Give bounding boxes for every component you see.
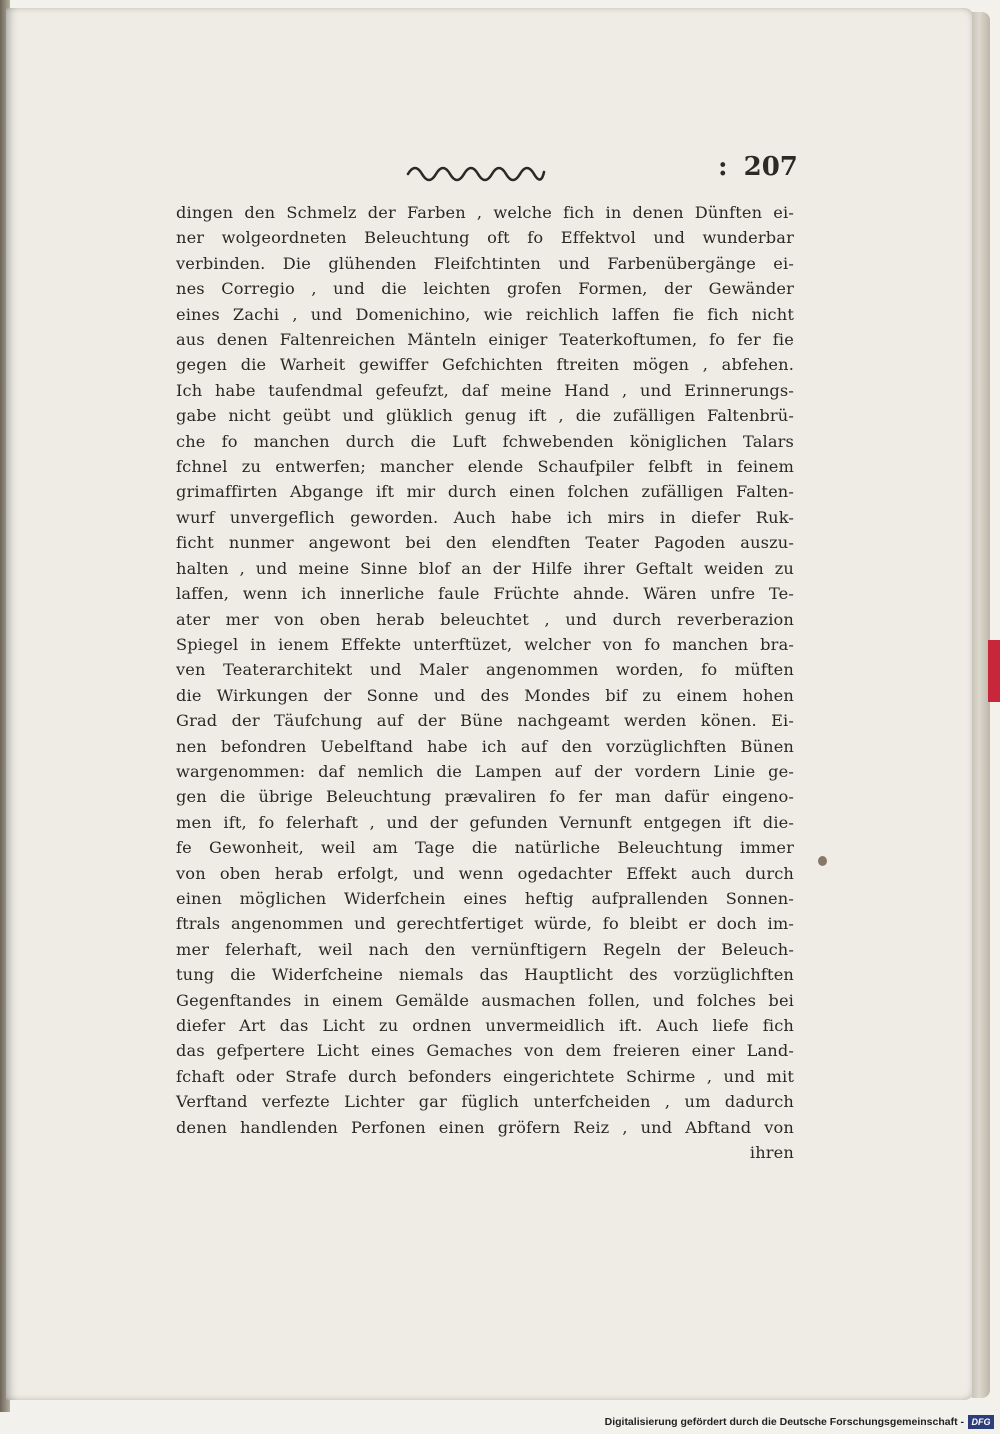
text-line: denen handlenden Perfonen einen gröfern Reiz , und Abftand von: [176, 1117, 794, 1137]
text-line: nen befondren Uebelftand habe ich auf den vorzüglichften Bünen: [176, 736, 794, 756]
running-header: [400, 152, 798, 188]
dfg-logo: DFG: [968, 1415, 994, 1429]
text-line: che fo manchen durch die Luft fchwebenden königlichen Talars: [176, 431, 794, 451]
text-line: fe Gewonheit, weil am Tage die natürliche Beleuchtung immer: [176, 838, 794, 858]
catchword: ihren: [749, 1143, 794, 1163]
text-line: wargenommen: daf nemlich die Lampen auf der vordern Linie ge-: [176, 761, 794, 781]
text-line: eines Zachi , und Domenichino, wie reichlich laffen fie fich nicht: [176, 304, 794, 324]
text-line: mer felerhaft, weil nach den vernünftigern Regeln der Beleuch-: [176, 939, 794, 959]
text-line: wurf unvergeflich geworden. Auch habe ich mirs in diefer Ruk-: [176, 507, 794, 527]
text-line: halten , und meine Sinne blof an der Hilfe ihrer Geftalt weiden zu: [176, 558, 794, 578]
text-line: die Wirkungen der Sonne und des Mondes bif zu einem hohen: [176, 685, 794, 705]
text-line: einen möglichen Widerfchein eines heftig aufprallenden Sonnen-: [176, 888, 794, 908]
wavy-line-ornament-icon: [406, 158, 546, 184]
red-bookmark-tab: [988, 640, 1000, 702]
text-line: ater mer von oben herab beleuchtet , und durch reverberazion: [176, 609, 794, 629]
text-line: gabe nicht geübt und glüklich genug ift , die zufälligen Faltenbrü-: [176, 406, 794, 426]
page-number-value: 207: [743, 152, 798, 182]
text-line: fchaft oder Strafe durch befonders eingerichtete Schirme , und mit: [176, 1066, 794, 1086]
text-line: Gegenftandes in einem Gemälde ausmachen follen, und folches bei: [176, 990, 794, 1010]
text-line: ftrals angenommen und gerechtfertiget würde, fo bleibt er doch im-: [176, 914, 794, 934]
text-line: Spiegel in ienem Effekte unterftüzet, welcher von fo manchen bra-: [176, 634, 794, 654]
text-line: Ich habe taufendmal gefeufzt, daf meine Hand , und Erinnerungs-: [176, 380, 794, 400]
text-line: dingen den Schmelz der Farben , welche fich in denen Dünften ei-: [176, 203, 794, 222]
text-line: fchnel zu entwerfen; mancher elende Schaufpiler felbft in feinem: [176, 457, 794, 477]
funding-credit: Digitalisierung gefördert durch die Deutsche Forschungsgemeinschaft -: [604, 1416, 964, 1428]
text-line: tung die Widerfcheine niemals das Hauptlicht des vorzüglichften: [176, 965, 794, 985]
text-line: gegen die Warheit gewiffer Gefchichten ftreiten mögen , abfehen.: [176, 355, 794, 375]
ink-smudge: [818, 856, 827, 866]
body-text-block: [176, 200, 794, 1165]
text-line: Grad der Täufchung auf der Büne nachgeamt werden könen. Ei-: [176, 711, 794, 731]
text-line: diefer Art das Licht zu ordnen unvermeidlich ift. Auch liefe fich: [176, 1016, 794, 1035]
text-line: laffen, wenn ich innerliche faule Früchte ahnde. Wären unfre Te-: [176, 584, 794, 604]
text-line: ner wolgeordneten Beleuchtung oft fo Effektvol und wunderbar: [176, 228, 794, 248]
text-line: grimaffirten Abgange ift mir durch einen folchen zufälligen Falten-: [176, 482, 794, 502]
text-line: nes Corregio , und die leichten grofen Formen, der Gewänder: [176, 279, 794, 299]
text-line: gen die übrige Beleuchtung prævaliren fo fer man dafür eingeno-: [176, 787, 794, 807]
text-line: Verftand verfezte Lichter gar füglich unterfcheiden , um dadurch: [176, 1092, 794, 1112]
text-line: verbinden. Die glühenden Fleifchtinten und Farbenübergänge ei-: [176, 253, 794, 273]
text-line: das gefpertere Licht eines Gemaches von dem freieren einer Land-: [176, 1041, 794, 1061]
page-number: [718, 152, 798, 182]
text-line: von oben herab erfolgt, und wenn ogedachter Effekt auch durch: [176, 863, 794, 883]
page-edge-stack: [972, 12, 990, 1398]
text-line: aus denen Faltenreichen Mänteln einiger Teaterkoftumen, fo fer fie: [176, 330, 794, 350]
text-line: ficht nunmer angewont bei den elendften Teater Pagoden auszu-: [176, 533, 794, 553]
digitization-footer: [0, 1412, 1000, 1434]
separator-mark: :: [718, 152, 728, 182]
text-line: men ift, fo felerhaft , und der gefunden Vernunft entgegen ift die-: [176, 812, 794, 832]
text-line: ven Teaterarchitekt und Maler angenommen worden, fo müften: [176, 660, 794, 680]
